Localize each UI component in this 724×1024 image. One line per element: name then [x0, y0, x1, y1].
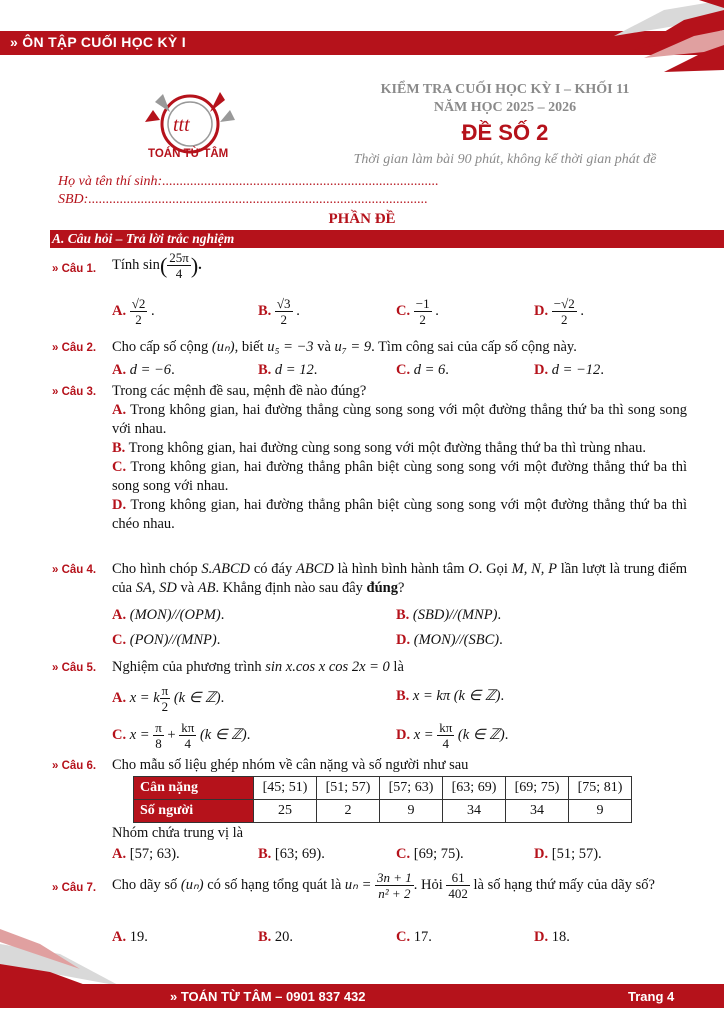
section-a-bar: A. Câu hỏi – Trả lời trắc nghiệm: [50, 230, 724, 248]
sbd-line: [58, 192, 428, 208]
q4-option-b[interactable]: B. (SBD)//(MNP).: [396, 607, 502, 623]
table-row: [134, 777, 632, 800]
logo-name: TOÁN TỪ TÂM: [148, 148, 229, 160]
student-name-dots: ...............................................................................: [162, 174, 439, 189]
q5-label: » Câu 5.: [52, 662, 97, 674]
q3-option-d[interactable]: D. Trong không gian, hai đường thẳng phân biệt cùng song song với một đường thẳng thứ ba thì chéo nhau.: [112, 497, 687, 532]
q6-question: Nhóm chứa trung vị là: [112, 825, 244, 841]
table-header-weight: Cân nặng: [134, 777, 254, 800]
q1-option-d[interactable]: D. $\frac{-√2}{2}$ .: [534, 296, 584, 327]
q3-option-c[interactable]: C. Trong không gian, hai đường thẳng phân biệt cùng song song với một đường thẳng thứ ba thì song song với nhau.: [112, 459, 687, 494]
q4-option-c[interactable]: C. (PON)//(MNP).: [112, 632, 221, 648]
q6-option-d[interactable]: D. [51; 57).: [534, 846, 602, 862]
q3-option-b[interactable]: B. Trong không gian, hai đường cùng song song với một đường thẳng thứ ba thì trùng nhau.: [112, 440, 646, 456]
student-name-line: [58, 174, 439, 190]
q1-stem: Tính: [112, 256, 140, 273]
school-year: NĂM HỌC 2025 – 2026: [433, 100, 577, 115]
q3-option-a[interactable]: A. Trong không gian, hai đường thẳng cùng song song với một đường thẳng thứ ba thì song song với nhau.: [112, 402, 687, 437]
table-cell: 2: [317, 800, 380, 823]
q1-fn: sin: [143, 256, 160, 273]
banner-title: » ÔN TẬP CUỐI HỌC KỲ I: [10, 34, 186, 50]
page-number: Trang 4: [628, 989, 675, 1004]
corner-decoration: [574, 0, 724, 80]
footer-brand: » TOÁN TỪ TÂM – 0901 837 432: [170, 989, 366, 1004]
table-cell: 25: [254, 800, 317, 823]
exam-title: KIỂM TRA CUỐI HỌC KỲ I – KHỐI 11: [380, 82, 630, 97]
logo-letters: ttt: [173, 114, 190, 136]
table-cell: 34: [443, 800, 506, 823]
phan-de-heading: PHẦN ĐỀ: [328, 211, 396, 227]
q6-text: Cho mẫu số liệu ghép nhóm về cân nặng và số người như sau: [112, 757, 469, 773]
q7-text: Cho dãy số (uₙ) có số hạng tổng quát là uₙ = $\frac{3n + 1}{\text{n² + 2}}$ . Hỏi $\frac{61}{402}$ là số hạng thứ mấy của dãy số?: [112, 870, 655, 902]
q2-option-b[interactable]: B. d = 12.: [258, 362, 318, 378]
q6-option-a[interactable]: A. [57; 63).: [112, 846, 180, 862]
q1-option-a[interactable]: A. $\frac{√2}{2}$ .: [112, 296, 155, 327]
table-cell: [57; 63): [380, 777, 443, 800]
sbd-label: SBD:: [58, 192, 89, 207]
table-cell: 34: [506, 800, 569, 823]
exam-number: ĐỀ SỐ 2: [461, 120, 549, 145]
q6-option-b[interactable]: B. [63; 69).: [258, 846, 325, 862]
q5-text: Nghiệm của phương trình sin x.cos x cos 2x = 0 là: [112, 659, 404, 675]
q7-option-a[interactable]: A. 19.: [112, 929, 148, 945]
q4-option-d[interactable]: D. (MON)//(SBC).: [396, 632, 503, 648]
q6-option-c[interactable]: C. [69; 75).: [396, 846, 464, 862]
q1-label: » Câu 1.: [52, 263, 97, 275]
q5-option-a[interactable]: A. x = k $\frac{\pi}{2}$ (k ∈ ℤ).: [112, 683, 225, 714]
q6-table: [133, 776, 632, 823]
q2-option-c[interactable]: C. d = 6.: [396, 362, 449, 378]
q1-fraction: $\frac{25\pi}{4}$: [169, 250, 189, 281]
q1-option-c[interactable]: C. $\frac{-1}{2}$ .: [396, 296, 439, 327]
table-cell: [69; 75): [506, 777, 569, 800]
q1-text: Tính sin( $\frac{25\pi}{4}$ ).: [112, 250, 202, 281]
q5-option-d[interactable]: D. x = $\frac{k\pi}{4}$ (k ∈ ℤ).: [396, 720, 509, 751]
sbd-dots: .................................................................................................: [88, 192, 428, 207]
table-cell: [75; 81): [569, 777, 632, 800]
q3-label: » Câu 3.: [52, 386, 97, 398]
q7-option-c[interactable]: C. 17.: [396, 929, 432, 945]
q4-option-a[interactable]: A. (MON)//(OPM).: [112, 607, 225, 623]
q2-option-a[interactable]: A. d = −6.: [112, 362, 175, 378]
q1-option-b[interactable]: B. $\frac{√3}{2}$ .: [258, 296, 300, 327]
q3-stem: Trong các mệnh đề sau, mệnh đề nào đúng?: [112, 383, 367, 399]
q2-option-d[interactable]: D. d = −12.: [534, 362, 604, 378]
table-cell: 9: [380, 800, 443, 823]
q7-option-d[interactable]: D. 18.: [534, 929, 570, 945]
table-cell: [45; 51): [254, 777, 317, 800]
q7-option-b[interactable]: B. 20.: [258, 929, 294, 945]
table-cell: [51; 57): [317, 777, 380, 800]
time-note: Thời gian làm bài 90 phút, không kể thời gian phát đề: [353, 152, 657, 167]
q2-text: Cho cấp số cộng (uₙ), biết u₅ = −3 và u₇ = 9. Tìm công sai của cấp số cộng này.: [112, 339, 577, 355]
student-name-label: Họ và tên thí sinh:: [58, 174, 163, 189]
q4-text: Cho hình chóp S.ABCD có đáy ABCD là hình bình hành tâm O. Gọi M, N, P lần lượt là trung điểm của SA, SD và AB. Khẳng định nào sau đây đúng?: [112, 561, 688, 596]
q4-label: » Câu 4.: [52, 564, 97, 576]
q7-label: » Câu 7.: [52, 882, 97, 894]
table-row: [134, 800, 632, 823]
q5-option-c[interactable]: C. x = $\frac{\pi}{8}$ + $\frac{k\pi}{4}$ (k ∈ ℤ).: [112, 720, 251, 751]
q3-body: [112, 382, 687, 534]
q6-label: » Câu 6.: [52, 760, 97, 772]
q5-option-b[interactable]: B. x = kπ (k ∈ ℤ).: [396, 688, 505, 704]
table-cell: [63; 69): [443, 777, 506, 800]
q2-label: » Câu 2.: [52, 342, 97, 354]
table-cell: 9: [569, 800, 632, 823]
table-header-count: Số người: [134, 800, 254, 823]
